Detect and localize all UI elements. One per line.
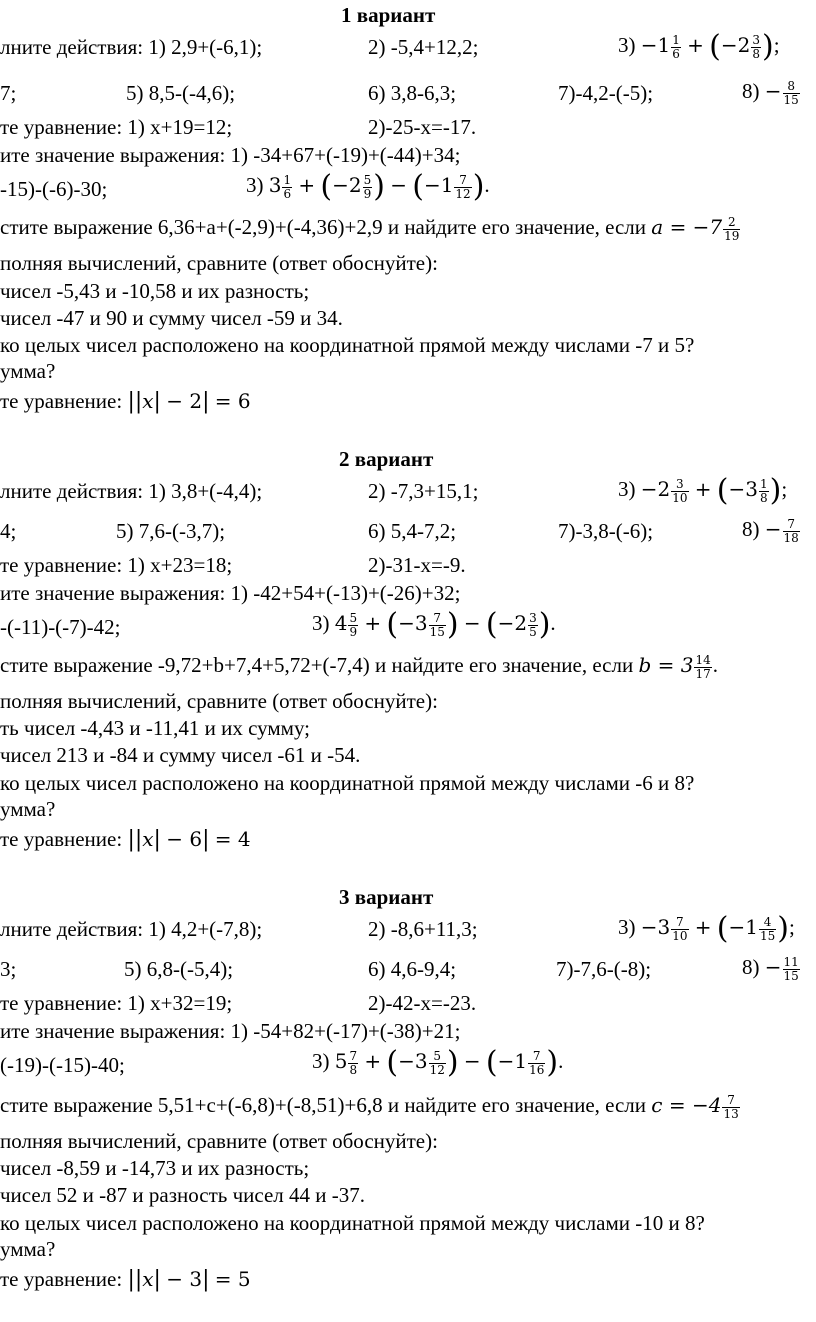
- task-1-item-4: 4;: [0, 519, 17, 543]
- task-1-item-3: 3) −2 $\frac{3}{10}$ + (−3 $\frac{1}{8}$ );: [618, 473, 788, 509]
- task-1-item-3: 3) −1 $\frac{1}{6}$ + (−2 $\frac{3}{8}$ );: [618, 29, 780, 65]
- task-3-item-2: -(-11)-(-7)-42;: [0, 615, 121, 639]
- task-5-item-2: чисел 52 и -87 и разность чисел 44 и -37.: [0, 1183, 366, 1207]
- task-1-item-2: 2) -7,3+15,1;: [368, 479, 479, 503]
- task-2-item-2: 2)-42-х=-23.: [368, 991, 477, 1015]
- task-2-line: те уравнение: 1) х+23=18;: [0, 553, 233, 577]
- task-6-line: ко целых чисел расположено на координатной прямой между числами -10 и 8?: [0, 1211, 705, 1235]
- task-3-item-3: 3) 3 $\frac{1}{6}$ + (−2 $\frac{5}{9}$ ) − (−1 $\frac{7}{12}$ ).: [246, 169, 490, 205]
- task-1-item-7: 7)-7,6-(-8);: [556, 957, 652, 981]
- task-3-item-2: -15)-(-6)-30;: [0, 177, 108, 201]
- task-1-item-3: 3) −3 $\frac{7}{10}$ + (−1 $\frac{4}{15}$ );: [618, 911, 795, 947]
- task-2-line: те уравнение: 1) х+19=12;: [0, 115, 233, 139]
- task-4-line: стите выражение 5,51+с+(-6,8)+(-8,51)+6,8 и найдите его значение, если 𝑐 = −4 $\frac{7}{13}$: [0, 1092, 739, 1121]
- task-4-line: стите выражение -9,72+b+7,4+5,72+(-7,4) и найдите его значение, если 𝑏 = 3 $\frac{14}{17}$ .: [0, 652, 719, 681]
- task-6-line-2: умма?: [0, 797, 56, 821]
- task-3-item-2: (-19)-(-15)-40;: [0, 1053, 125, 1077]
- task-1-line: лните действия: 1) 4,2+(-7,8);: [0, 917, 263, 941]
- task-5-item-1: чисел -8,59 и -14,73 и их разность;: [0, 1156, 310, 1180]
- task-1-item-8: 8) − $\frac{8}{15}$: [742, 78, 799, 107]
- task-2-item-2: 2)-25-х=-17.: [368, 115, 477, 139]
- task-1-item-7: 7)-3,8-(-6);: [558, 519, 654, 543]
- task-1-item-6: 6) 4,6-9,4;: [368, 957, 457, 981]
- task-1-item-4: 7;: [0, 81, 17, 105]
- task-3-item-3: 3) 5 $\frac{7}{8}$ + (−3 $\frac{5}{12}$ ) − (−1 $\frac{7}{16}$ ).: [312, 1045, 564, 1081]
- task-1-item-6: 6) 3,8-6,3;: [368, 81, 457, 105]
- task-6-line-2: умма?: [0, 359, 56, 383]
- task-6-line: ко целых чисел расположено на координатной прямой между числами -6 и 8?: [0, 771, 695, 795]
- task-2-item-2: 2)-31-х=-9.: [368, 553, 466, 577]
- task-1-item-5: 5) 6,8-(-5,4);: [124, 957, 234, 981]
- task-5-line: полняя вычислений, сравните (ответ обоснуйте):: [0, 689, 438, 713]
- task-4-line: стите выражение 6,36+а+(-2,9)+(-4,36)+2,9 и найдите его значение, если 𝑎 = −7 $\frac{2}{19}$: [0, 214, 740, 243]
- task-1-item-6: 6) 5,4-7,2;: [368, 519, 457, 543]
- task-5-item-1: чисел -5,43 и -10,58 и их разность;: [0, 279, 310, 303]
- task-2-line: те уравнение: 1) х+32=19;: [0, 991, 233, 1015]
- task-5-item-1: ть чисел -4,43 и -11,41 и их сумму;: [0, 716, 311, 740]
- task-1-item-5: 5) 7,6-(-3,7);: [116, 519, 226, 543]
- task-1-line: лните действия: 1) 2,9+(-6,1);: [0, 35, 263, 59]
- task-3-line: ите значение выражения: 1) -34+67+(-19)+(-44)+34;: [0, 143, 461, 167]
- task-6-line-2: умма?: [0, 1237, 56, 1261]
- task-1-line: лните действия: 1) 3,8+(-4,4);: [0, 479, 263, 503]
- task-7-line: те уравнение: ||𝑥| − 2| = 6: [0, 389, 251, 414]
- task-1-item-4: 3;: [0, 957, 17, 981]
- task-1-item-8: 8) − $\frac{11}{15}$: [742, 954, 799, 983]
- task-1-item-2: 2) -8,6+11,3;: [368, 917, 478, 941]
- variant-title: 3 вариант: [339, 885, 434, 909]
- task-1-item-7: 7)-4,2-(-5);: [558, 81, 654, 105]
- task-5-item-2: чисел 213 и -84 и сумму чисел -61 и -54.: [0, 743, 361, 767]
- task-1-item-5: 5) 8,5-(-4,6);: [126, 81, 236, 105]
- task-3-line: ите значение выражения: 1) -54+82+(-17)+(-38)+21;: [0, 1019, 461, 1043]
- task-3-item-3: 3) 4 $\frac{5}{9}$ + (−3 $\frac{7}{15}$ ) − (−2 $\frac{3}{5}$ ).: [312, 607, 556, 643]
- task-1-item-8: 8) − $\frac{7}{18}$: [742, 516, 799, 545]
- task-1-item-2: 2) -5,4+12,2;: [368, 35, 479, 59]
- task-5-line: полняя вычислений, сравните (ответ обоснуйте):: [0, 251, 438, 275]
- variant-title: 2 вариант: [339, 447, 434, 471]
- task-6-line: ко целых чисел расположено на координатной прямой между числами -7 и 5?: [0, 333, 695, 357]
- task-7-line: те уравнение: ||𝑥| − 3| = 5: [0, 1267, 251, 1292]
- task-7-line: те уравнение: ||𝑥| − 6| = 4: [0, 827, 251, 852]
- variant-title: 1 вариант: [341, 3, 436, 27]
- task-5-item-2: чисел -47 и 90 и сумму чисел -59 и 34.: [0, 306, 343, 330]
- task-3-line: ите значение выражения: 1) -42+54+(-13)+(-26)+32;: [0, 581, 461, 605]
- task-5-line: полняя вычислений, сравните (ответ обоснуйте):: [0, 1129, 438, 1153]
